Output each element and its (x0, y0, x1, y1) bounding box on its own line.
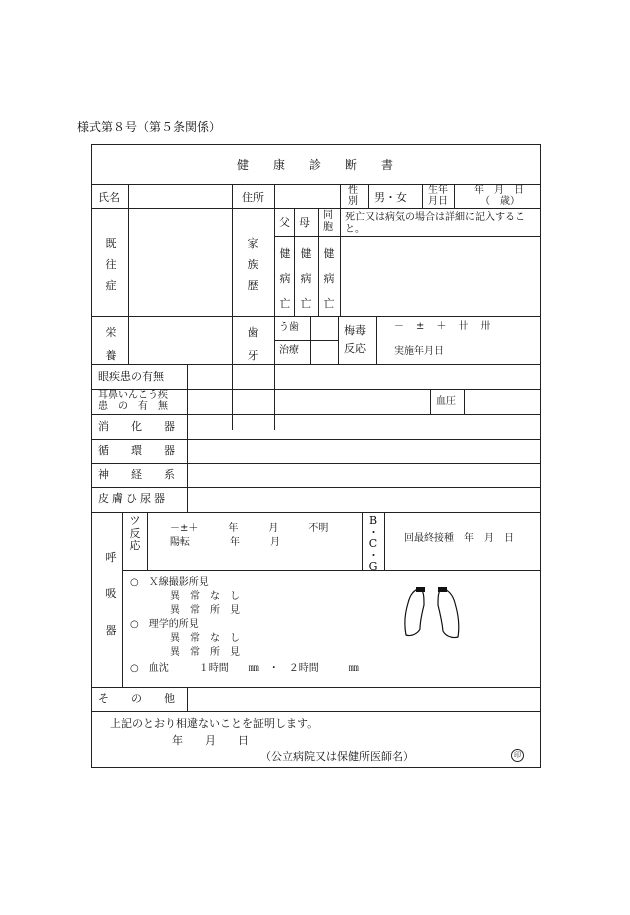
test-date-label: 実施年月日 (394, 346, 444, 357)
tuberculin-label: ツ 反 応 (129, 514, 141, 553)
eye-disease-label: 眼疾患の有無 (98, 370, 164, 383)
address-label: 住所 (242, 191, 264, 204)
tuberculin-conversion[interactable]: 陽転 年 月 (170, 537, 280, 548)
circulatory-label: 循 環 器 (98, 444, 175, 457)
certification-date[interactable]: 年 月 日 (172, 734, 249, 747)
nervous-label: 神 経 系 (98, 468, 175, 481)
history-note: 死亡又は病気の場合は詳細に記入すること。 (345, 212, 525, 235)
mother-status[interactable]: 健 病 亡 (300, 247, 312, 310)
name-field[interactable] (130, 185, 230, 207)
sex-label: 性 (348, 185, 358, 196)
tuberculin-result[interactable]: －±＋ 年 月 不明 (170, 523, 329, 534)
lungs-diagram-icon[interactable] (398, 585, 468, 641)
birth-label: 生年 (428, 185, 448, 196)
digestive-label: 消 化 器 (98, 420, 175, 433)
name-label: 氏名 (98, 191, 120, 204)
bcg-label: B ・ C ・ G (368, 514, 379, 574)
nervous-field[interactable] (189, 464, 539, 486)
circulatory-field[interactable] (189, 440, 539, 462)
physical-abnormal[interactable]: 異 常 所 見 (170, 647, 240, 658)
digestive-field[interactable] (189, 415, 539, 437)
form-number: 様式第８号（第５条関係） (77, 120, 222, 134)
medical-history-label: 既 往 症 (105, 237, 117, 292)
seal-mark[interactable]: 印 (511, 749, 524, 762)
family-history-label: 家 族 歴 (247, 237, 259, 292)
respiratory-label: 呼 吸 器 (105, 551, 117, 637)
xray-abnormal[interactable]: 異 常 所 見 (170, 605, 240, 616)
treatment-label: 治療 (279, 345, 299, 356)
ent-disease-label: 耳鼻いんこう疾 (98, 390, 168, 401)
age-field[interactable]: （ 歳） (480, 196, 520, 207)
father-column: 父 (279, 216, 290, 229)
xray-findings[interactable]: ○ Ｘ線撮影所見 (130, 577, 209, 588)
physical-findings[interactable]: ○ 理学的所見 (130, 619, 199, 630)
blood-pressure-label: 血圧 (436, 396, 456, 407)
ent-disease-field[interactable] (189, 390, 429, 412)
medical-history-field[interactable] (130, 210, 230, 314)
father-status[interactable]: 健 病 亡 (279, 247, 291, 310)
address-field[interactable] (276, 185, 338, 207)
birth-date-field[interactable]: 年 月 日 (474, 185, 524, 196)
sibling-status[interactable]: 健 病 亡 (323, 247, 335, 310)
mother-column: 母 (299, 216, 310, 229)
syphilis-scale[interactable]: － ± ＋ 卄 卅 (394, 321, 492, 332)
eye-disease-field[interactable] (189, 365, 539, 387)
other-label: そ の 他 (98, 692, 175, 705)
syphilis-label: 梅毒 (344, 324, 366, 337)
skin-urinary-field[interactable] (189, 488, 539, 510)
other-field[interactable] (189, 688, 539, 710)
nutrition-field[interactable] (130, 318, 230, 362)
physical-normal[interactable]: 異 常 な し (170, 633, 240, 644)
caries-label: う歯 (279, 322, 299, 333)
skin-urinary-label: 皮膚ひ尿器 (98, 492, 168, 505)
bcg-last-date[interactable]: 回最終接種 年 月 日 (404, 533, 514, 544)
sex-value[interactable]: 男・女 (374, 191, 407, 204)
health-certificate-form: 健 康 診 断 書 氏名 住所 性 別 男・女 生年 月日 年 月 日 （ 歳） 既 往 症 家 族 歴 父 母 同 胞 死亡又は病気の場合は詳細に記入すること。 健 病 亡 健 病 亡 健 病 亡 栄 養 歯 牙 う歯 治療 梅毒 反応 － ± ＋ 卄 卅 実施年月日 眼疾患の有無 耳鼻いんこう疾 患 の 有 無 血圧 消 化 器 循 環 器 神 経 系 皮膚ひ尿器 呼 吸 器 ツ 反 応 －±＋ 年 月 不明 陽転 年 月 B ・ C ・ G 回最終接種 年 月 日 ○ Ｘ線撮影所見 異 常 な し 異 常 所 見 ○ 理学的所見 異 常 な し 異 常 所 見 ○ 血沈 １時間 ㎜ ・ ２時間 ㎜ そ の 他 上記のとおり相違ないことを証明します。 年 月 日 （公立病院又は保健所医師名） 印 (91, 144, 541, 768)
xray-normal[interactable]: 異 常 な し (170, 591, 240, 602)
blood-pressure-field[interactable] (466, 390, 538, 412)
doctor-signature-label: （公立病院又は保健所医師名） (260, 750, 414, 763)
teeth-label: 歯 牙 (247, 326, 259, 363)
form-title: 健 康 診 断 書 (237, 158, 394, 172)
certification-text: 上記のとおり相違ないことを証明します。 (110, 717, 319, 730)
esr-field[interactable]: ○ 血沈 １時間 ㎜ ・ ２時間 ㎜ (130, 663, 359, 674)
family-detail-field[interactable] (342, 238, 538, 314)
sibling-column: 同 (323, 210, 333, 221)
nutrition-label: 栄 養 (105, 326, 117, 363)
